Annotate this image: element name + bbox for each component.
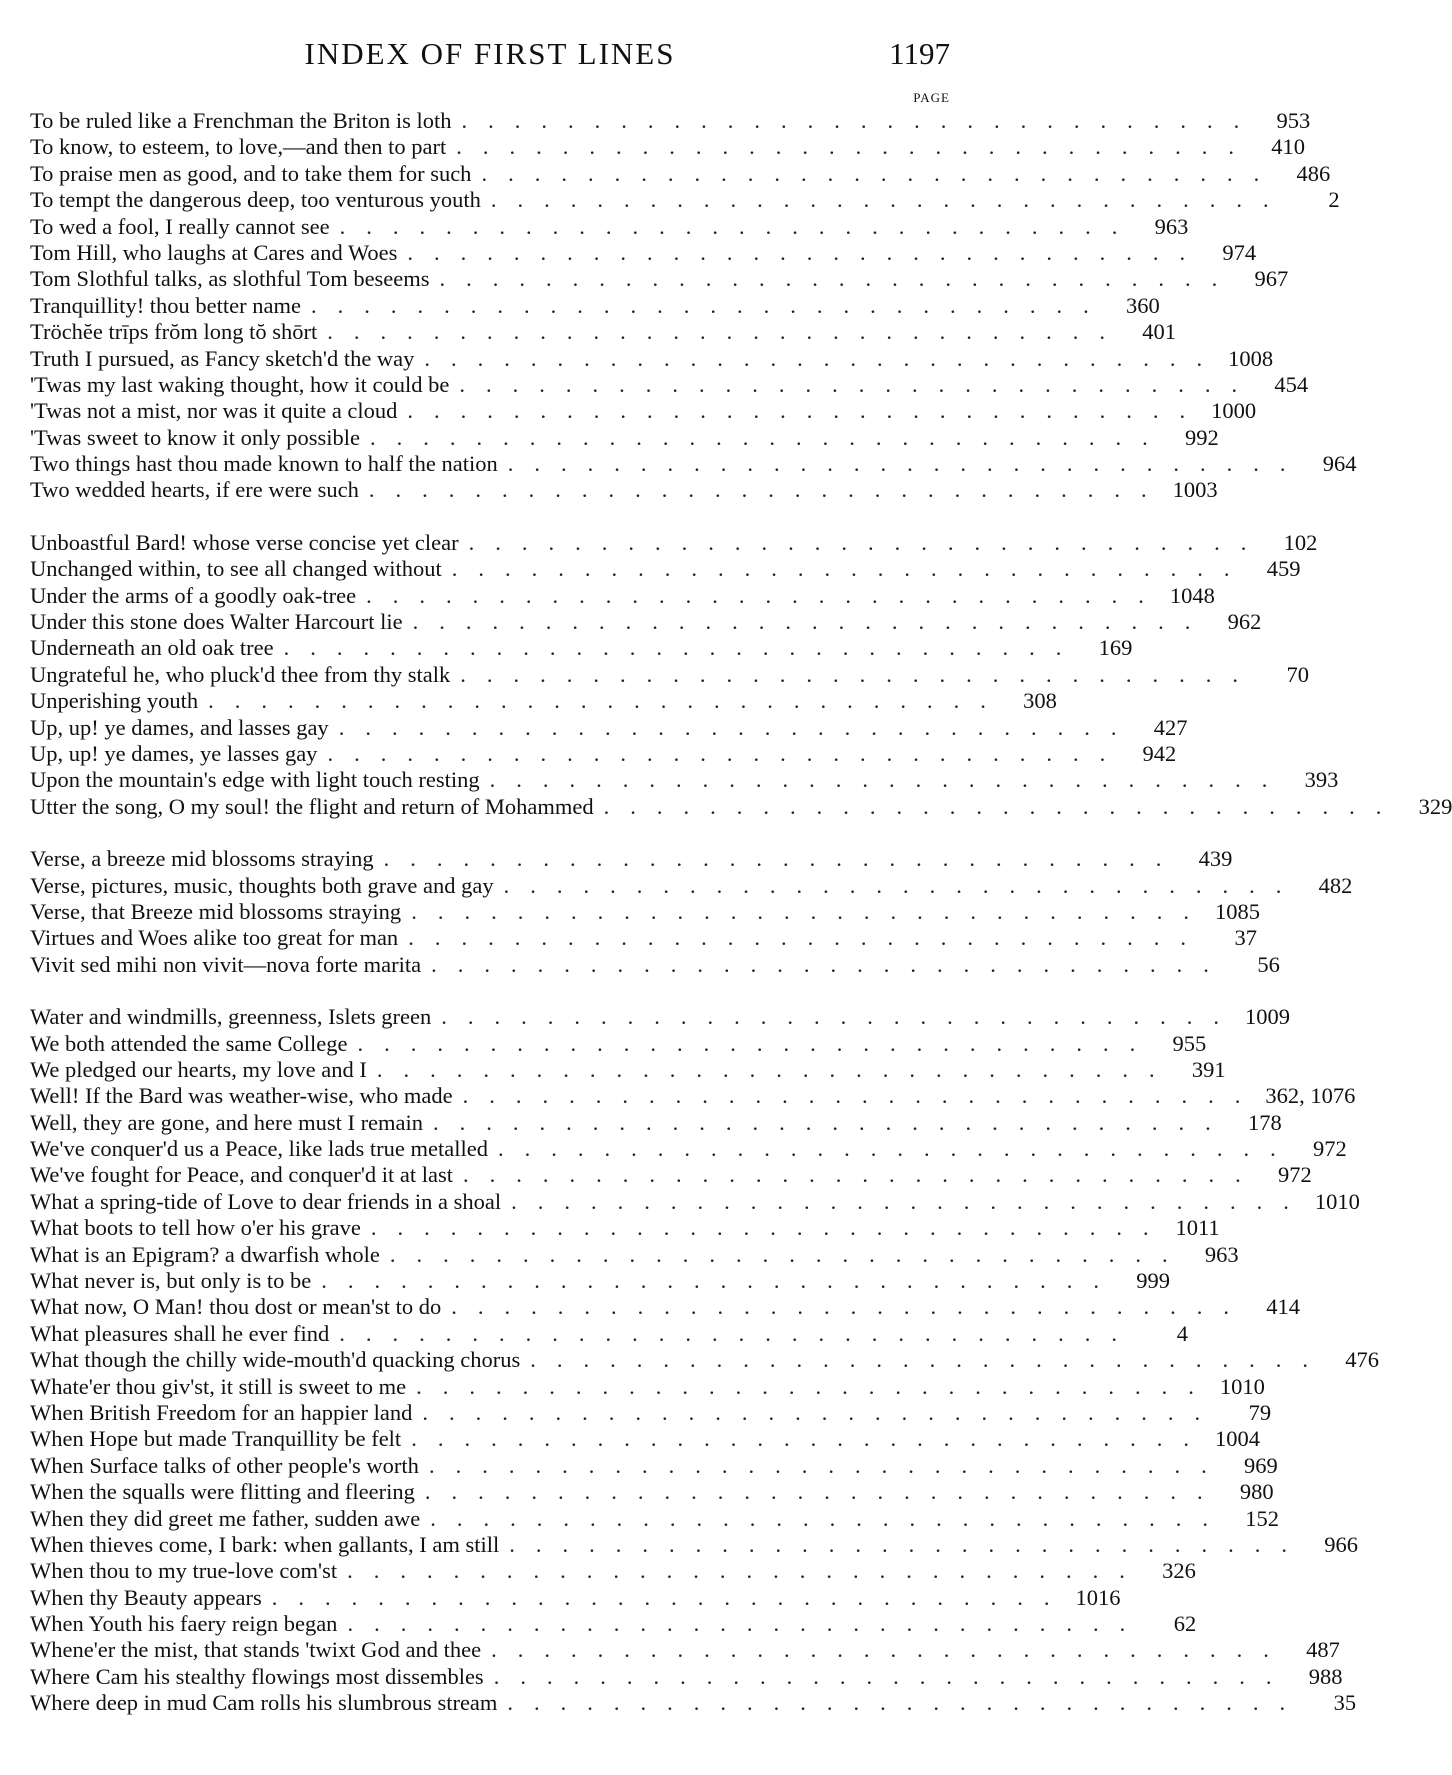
first-line-text: When thieves come, I bark: when gallants, I am still	[30, 1531, 500, 1557]
first-line-text: We've fought for Peace, and conquer'd it at last	[30, 1162, 454, 1188]
dot-leader: ..............................	[411, 898, 1210, 924]
first-line-text: To praise men as good, and to take them for such	[30, 160, 472, 186]
index-entry	[30, 1690, 1357, 1716]
running-head	[30, 30, 950, 82]
index-entry	[30, 635, 1133, 661]
page-reference: 2	[1328, 187, 1340, 213]
page-reference: 427	[1153, 714, 1188, 740]
index-entry	[30, 1611, 1197, 1637]
dot-leader: ..............................	[441, 1004, 1240, 1030]
dot-leader: ..............................	[208, 688, 1007, 714]
first-line-text: Tröchĕe trīps frŏm long tŏ shōrt	[30, 319, 318, 345]
page-reference: 35	[1333, 1690, 1357, 1716]
first-line-text: When British Freedom for an happier land	[30, 1399, 413, 1425]
first-line-text: What pleasures shall he ever find	[30, 1320, 330, 1346]
index-entry	[30, 740, 1177, 767]
page-reference: 1048	[1169, 582, 1215, 608]
index-entry	[30, 1268, 1170, 1294]
page-reference: 37	[1234, 925, 1257, 951]
dot-leader: ..............................	[603, 793, 1403, 819]
index-entry	[30, 451, 1357, 477]
first-line-text: Truth I pursued, as Fancy sketch'd the way	[30, 345, 415, 371]
dot-leader: ..............................	[283, 635, 1083, 661]
index-entry	[30, 1373, 1265, 1400]
dot-leader: ..............................	[509, 1531, 1308, 1557]
first-line-text: Where Cam his stealthy flowings most dissembles	[30, 1663, 484, 1689]
dot-leader: ..............................	[327, 319, 1127, 345]
dot-leader: ..............................	[383, 846, 1183, 872]
dot-leader: ..............................	[507, 1690, 1307, 1716]
first-line-text: When thy Beauty appears	[30, 1584, 262, 1610]
dot-leader: ..............................	[376, 1056, 1176, 1082]
page-reference: 972	[1278, 1162, 1312, 1188]
dot-leader: ..............................	[462, 1083, 1262, 1109]
dot-leader: ..............................	[408, 925, 1207, 951]
dot-leader: ..............................	[339, 1320, 1139, 1346]
first-line-text: To wed a fool, I really cannot see	[30, 213, 330, 239]
first-line-text: Where deep in mud Cam rolls his slumbrous stream	[30, 1690, 498, 1716]
index-entry	[30, 1399, 1272, 1426]
index-entry	[30, 714, 1188, 741]
index-entry	[30, 1558, 1196, 1584]
page-reference: 1009	[1244, 1004, 1290, 1030]
index-entry	[30, 925, 1257, 951]
page-reference: 410	[1271, 134, 1305, 160]
first-line-text: Unchanged within, to see all changed without	[30, 556, 442, 582]
index-entry	[30, 266, 1289, 292]
first-line-text: Two wedded hearts, if ere were such	[30, 477, 359, 503]
index-entry	[30, 1056, 1226, 1083]
dot-leader: ..............................	[369, 424, 1169, 450]
page-reference: 966	[1324, 1531, 1358, 1557]
dot-leader: ..............................	[481, 160, 1281, 186]
page-reference: 56	[1257, 951, 1280, 977]
index-entry	[30, 1241, 1239, 1268]
index-entry	[30, 424, 1219, 451]
first-line-text: Verse, pictures, music, thoughts both grave and gay	[30, 872, 494, 898]
first-line-text: When they did greet me father, sudden awe	[30, 1505, 421, 1531]
page-reference: 963	[1154, 213, 1189, 239]
dot-leader: ..............................	[368, 477, 1168, 503]
page-reference: 486	[1296, 160, 1331, 186]
page-reference: 70	[1286, 661, 1309, 687]
index-section-t	[30, 108, 1357, 504]
index-entry	[30, 529, 1318, 556]
index-entry	[30, 898, 1260, 925]
page-reference: 414	[1266, 1294, 1301, 1320]
first-line-text: We both attended the same College	[30, 1030, 348, 1056]
page-reference: 980	[1239, 1479, 1274, 1505]
index-entry	[30, 582, 1215, 609]
first-line-text: We pledged our hearts, my love and I	[30, 1056, 367, 1082]
index-entry	[30, 872, 1353, 899]
index-entry	[30, 661, 1309, 688]
first-line-text: When thou to my true-love com'st	[30, 1558, 338, 1584]
page-reference: 1000	[1211, 398, 1257, 424]
dot-leader: ..............................	[339, 213, 1139, 239]
first-line-text: Upon the mountain's edge with light touch resting	[30, 767, 480, 793]
first-line-text: We've conquer'd us a Peace, like lads true metalled	[30, 1136, 488, 1162]
index-entry	[30, 846, 1233, 872]
first-line-text: Up, up! ye dames, and lasses gay	[30, 714, 329, 740]
dot-leader: ..............................	[407, 239, 1207, 265]
dot-leader: ..............................	[407, 398, 1207, 424]
dot-leader: ..............................	[347, 1611, 1147, 1637]
dot-leader: ..............................	[412, 609, 1212, 635]
page-reference: 476	[1345, 1347, 1379, 1373]
first-line-text: Two things hast thou made known to half the nation	[30, 451, 498, 477]
index-entry	[30, 134, 1305, 160]
page-reference: 102	[1283, 529, 1318, 555]
page-reference: 1003	[1172, 477, 1218, 503]
index-entry	[30, 213, 1189, 240]
first-line-text: When Hope but made Tranquillity be felt	[30, 1426, 402, 1452]
index-section-u	[30, 529, 1452, 820]
page-reference: 329	[1418, 793, 1452, 819]
page-title: INDEX OF FIRST LINES	[304, 36, 676, 71]
dot-leader: ..............................	[271, 1584, 1071, 1610]
first-line-text: Up, up! ye dames, ye lasses gay	[30, 740, 318, 766]
page-reference: 178	[1248, 1109, 1282, 1135]
page-column-label: PAGE	[913, 90, 950, 105]
dot-leader: ..............................	[490, 187, 1290, 213]
dot-leader: ..............................	[431, 951, 1230, 977]
first-line-text: Whene'er the mist, that stands 'twixt God and thee	[30, 1637, 482, 1663]
page-reference: 326	[1162, 1558, 1196, 1584]
index-entry	[30, 1320, 1189, 1347]
first-line-text: Tom Hill, who laughs at Cares and Woes	[30, 239, 398, 265]
page-reference: 62	[1173, 1611, 1197, 1637]
index-entry	[30, 767, 1339, 793]
dot-leader: ..............................	[493, 1663, 1293, 1689]
page-reference: 992	[1184, 424, 1219, 450]
index-entry	[30, 1479, 1274, 1505]
page-reference: 393	[1304, 767, 1339, 793]
dot-leader: ..............................	[424, 345, 1224, 371]
dot-leader: ..............................	[461, 108, 1261, 133]
page-reference: 1011	[1175, 1215, 1220, 1241]
index-entry	[30, 1004, 1290, 1030]
dot-leader: ..............................	[503, 872, 1303, 898]
page-reference: 169	[1098, 635, 1133, 661]
page-reference: 974	[1222, 239, 1257, 265]
index-page	[30, 30, 1452, 1743]
dot-leader: ..............................	[511, 1188, 1310, 1214]
first-line-text: Verse, that Breeze mid blossoms straying	[30, 898, 402, 924]
first-line-text: Underneath an old oak tree	[30, 635, 274, 661]
index-entry	[30, 1663, 1343, 1690]
index-section-w	[30, 1004, 1379, 1717]
dot-leader: ..............................	[468, 529, 1268, 555]
index-entry	[30, 292, 1160, 319]
first-line-text: When Surface talks of other people's worth	[30, 1452, 419, 1478]
dot-leader: ..............................	[530, 1347, 1329, 1373]
dot-leader: ..............................	[439, 266, 1239, 292]
dot-leader: ..............................	[451, 556, 1251, 582]
index-entry	[30, 1505, 1279, 1532]
first-line-text: Whate'er thou giv'st, it still is sweet to me	[30, 1373, 407, 1399]
page-reference: 454	[1274, 371, 1309, 397]
page-reference: 953	[1276, 108, 1311, 133]
dot-leader: ..............................	[347, 1558, 1146, 1584]
page-reference: 482	[1318, 872, 1353, 898]
page-reference: 360	[1126, 292, 1160, 318]
index-entry	[30, 1584, 1121, 1611]
page-reference: 942	[1142, 740, 1177, 766]
page-reference: 152	[1245, 1505, 1279, 1531]
dot-leader: ..............................	[422, 1399, 1222, 1425]
index-entry	[30, 1452, 1278, 1479]
first-line-text: Virtues and Woes alike too great for man	[30, 925, 399, 951]
dot-leader: ..............................	[357, 1030, 1157, 1056]
first-line-text: 'Twas my last waking thought, how it could be	[30, 371, 450, 397]
first-line-text: What a spring-tide of Love to dear friends in a shoal	[30, 1188, 502, 1214]
page-reference: 459	[1266, 556, 1301, 582]
page-reference: 963	[1204, 1241, 1239, 1267]
index-entry	[30, 1294, 1301, 1320]
index-entry	[30, 345, 1274, 372]
dot-leader: ..............................	[389, 1241, 1189, 1267]
dot-leader: ..............................	[456, 134, 1255, 160]
first-line-text: To know, to esteem, to love,—and then to part	[30, 134, 447, 160]
first-line-text: What never is, but only is to be	[30, 1268, 312, 1294]
dot-leader: ..............................	[459, 371, 1259, 397]
dot-leader: ..............................	[433, 1109, 1232, 1135]
dot-leader: ..............................	[424, 1479, 1224, 1505]
page-reference: 955	[1172, 1030, 1207, 1056]
page-reference: 999	[1136, 1268, 1170, 1294]
first-line-text: When the squalls were flitting and fleering	[30, 1479, 415, 1505]
first-line-text: Well, they are gone, and here must I remain	[30, 1109, 424, 1135]
index-entry	[30, 688, 1057, 714]
dot-leader: ..............................	[321, 1268, 1120, 1294]
first-line-text: What though the chilly wide-mouth'd quacking chorus	[30, 1347, 521, 1373]
index-entry	[30, 398, 1257, 424]
index-entry	[30, 1347, 1379, 1373]
first-line-text: Unperishing youth	[30, 688, 199, 714]
first-line-text: Unboastful Bard! whose verse concise yet clear	[30, 529, 459, 555]
page-reference: 1010	[1314, 1188, 1360, 1214]
first-line-text: Well! If the Bard was weather-wise, who made	[30, 1083, 453, 1109]
page-reference: 1008	[1228, 345, 1274, 371]
dot-leader: ..............................	[498, 1136, 1297, 1162]
page-reference: 487	[1306, 1637, 1340, 1663]
index-entry	[30, 239, 1257, 266]
index-entry	[30, 793, 1452, 820]
index-entry	[30, 319, 1177, 345]
page-reference: 439	[1198, 846, 1233, 872]
index-body	[30, 108, 1452, 1717]
index-entry	[30, 1426, 1260, 1452]
first-line-text: Under the arms of a goodly oak-tree	[30, 582, 357, 608]
dot-leader: ..............................	[489, 767, 1289, 793]
page-reference: 1004	[1214, 1426, 1260, 1452]
dot-leader: ..............................	[460, 661, 1259, 687]
dot-leader: ..............................	[366, 582, 1165, 608]
first-line-text: What now, O Man! thou dost or mean'st to do	[30, 1294, 442, 1320]
page-number: 1197	[889, 36, 950, 71]
first-line-text: Water and windmills, greenness, Islets green	[30, 1004, 432, 1030]
page-reference: 962	[1227, 609, 1262, 635]
dot-leader: ..............................	[370, 1215, 1170, 1241]
index-entry	[30, 1083, 1356, 1109]
page-reference: 79	[1248, 1399, 1272, 1425]
first-line-text: Verse, a breeze mid blossoms straying	[30, 846, 374, 872]
first-line-text: To be ruled like a Frenchman the Briton is loth	[30, 108, 452, 133]
page-reference: 967	[1254, 266, 1289, 292]
index-entry	[30, 1531, 1358, 1558]
dot-leader: ..............................	[491, 1637, 1290, 1663]
dot-leader: ..............................	[416, 1373, 1215, 1399]
first-line-text: To tempt the dangerous deep, too venturous youth	[30, 187, 481, 213]
index-entry	[30, 1637, 1340, 1663]
page-reference: 4	[1176, 1320, 1189, 1346]
dot-leader: ..............................	[430, 1505, 1229, 1531]
page-reference: 964	[1322, 451, 1357, 477]
first-line-text: What boots to tell how o'er his grave	[30, 1215, 361, 1241]
first-line-text: Vivit sed mihi non vivit—nova forte marita	[30, 951, 422, 977]
index-entry	[30, 477, 1218, 503]
index-entry	[30, 951, 1280, 978]
first-line-text: Under this stone does Walter Harcourt lie	[30, 609, 403, 635]
dot-leader: ..............................	[451, 1294, 1251, 1320]
page-reference: 1016	[1075, 1584, 1121, 1610]
page-reference: 401	[1142, 319, 1177, 345]
dot-leader: ..............................	[338, 714, 1138, 740]
page-reference: 1085	[1214, 898, 1260, 924]
page-reference: 969	[1243, 1452, 1278, 1478]
index-entry	[30, 556, 1301, 582]
first-line-text: 'Twas not a mist, nor was it quite a cloud	[30, 398, 398, 424]
dot-leader: ..............................	[311, 292, 1110, 318]
index-entry	[30, 1188, 1360, 1215]
index-entry	[30, 1215, 1220, 1241]
index-entry	[30, 187, 1340, 213]
first-line-text: Ungrateful he, who pluck'd thee from thy stalk	[30, 661, 451, 687]
index-entry	[30, 1030, 1207, 1057]
first-line-text: When Youth his faery reign began	[30, 1611, 338, 1637]
dot-leader: ..............................	[411, 1426, 1210, 1452]
page-reference: 362, 1076	[1265, 1083, 1356, 1109]
index-entry	[30, 609, 1262, 635]
first-line-text: Tom Slothful talks, as slothful Tom beseems	[30, 266, 430, 292]
dot-leader: ..............................	[327, 740, 1127, 766]
page-reference: 972	[1313, 1136, 1347, 1162]
index-entry	[30, 1162, 1312, 1188]
first-line-text: 'Twas sweet to know it only possible	[30, 424, 360, 450]
index-entry	[30, 1136, 1347, 1162]
index-entry	[30, 160, 1331, 187]
page-reference: 988	[1308, 1663, 1343, 1689]
first-line-text: What is an Epigram? a dwarfish whole	[30, 1241, 380, 1267]
index-section-v	[30, 846, 1353, 978]
page-reference: 391	[1191, 1056, 1226, 1082]
first-line-text: Utter the song, O my soul! the flight and return of Mohammed	[30, 793, 594, 819]
index-entry	[30, 1109, 1282, 1136]
index-entry	[30, 108, 1311, 134]
dot-leader: ..............................	[428, 1452, 1228, 1478]
page-reference: 1010	[1219, 1373, 1265, 1399]
dot-leader: ..............................	[463, 1162, 1262, 1188]
page-reference: 308	[1023, 688, 1057, 714]
index-entry	[30, 371, 1309, 398]
first-line-text: Tranquillity! thou better name	[30, 292, 301, 318]
dot-leader: ..............................	[507, 451, 1307, 477]
